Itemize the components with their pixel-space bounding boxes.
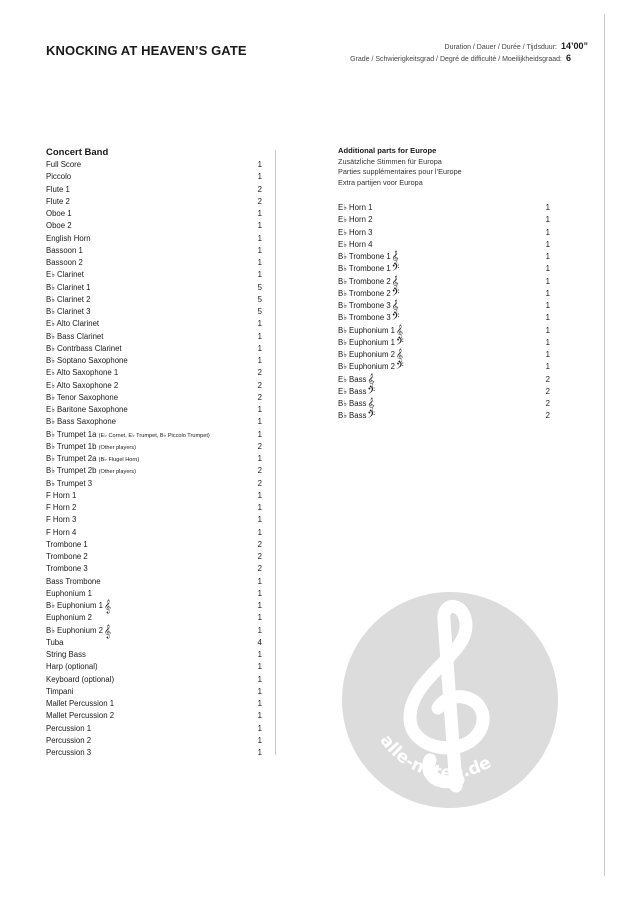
part-row xyxy=(338,361,554,373)
column-divider xyxy=(275,150,276,755)
part-row xyxy=(338,410,554,422)
part-name: B♭ Trombone 3 xyxy=(338,301,391,310)
part-quantity: 2 xyxy=(257,478,262,488)
part-quantity: 1 xyxy=(545,362,550,372)
grade-row xyxy=(350,52,588,64)
part-name: Euphonium 2 xyxy=(46,613,92,623)
part-quantity: 2 xyxy=(257,184,262,194)
part-row xyxy=(46,257,266,269)
part-name: Euphonium 1 xyxy=(46,588,92,598)
part-quantity: 1 xyxy=(257,490,262,500)
treble-clef-icon: 𝄞 xyxy=(104,623,112,638)
treble-clef-icon: 𝄞 xyxy=(391,250,399,264)
part-quantity: 1 xyxy=(545,239,550,249)
part-quantity: 1 xyxy=(257,160,262,169)
part-quantity: 2 xyxy=(545,374,550,384)
part-quantity: 5 xyxy=(257,307,262,316)
part-name: E♭ Bass xyxy=(338,374,367,384)
part-name: F Horn 3 xyxy=(46,515,77,525)
part-name: Bass Trombone xyxy=(46,576,101,586)
part-row xyxy=(46,600,266,612)
duration-value: 14’00” xyxy=(560,41,588,51)
part-row xyxy=(46,404,266,416)
part-quantity: 1 xyxy=(545,350,550,359)
part-row xyxy=(46,686,266,698)
part-name: B♭ Trombone 2 xyxy=(338,288,391,298)
part-name: B♭ Bass xyxy=(338,411,367,421)
part-quantity: 1 xyxy=(257,625,262,635)
part-name: E♭ Clarinet xyxy=(46,270,84,280)
part-row xyxy=(46,674,266,686)
part-quantity: 2 xyxy=(257,441,262,451)
concert-band-title: Concert Band xyxy=(46,147,109,158)
part-quantity: 5 xyxy=(257,282,262,292)
part-name: E♭ Bass xyxy=(338,386,367,396)
part-quantity: 5 xyxy=(257,294,262,304)
part-name: Percussion 1 xyxy=(46,723,92,733)
part-quantity: 1 xyxy=(257,686,262,696)
part-name: B♭ Trumpet 1a xyxy=(46,429,97,439)
part-row xyxy=(338,276,554,288)
part-name: Mallet Percussion 1 xyxy=(46,699,115,708)
part-quantity: 1 xyxy=(545,215,550,225)
part-name: B♭ Bass Saxophone xyxy=(46,417,116,427)
part-row xyxy=(46,245,266,257)
part-name: Flute 1 xyxy=(46,184,70,194)
part-name: B♭ Bass xyxy=(338,399,367,408)
part-row xyxy=(46,318,266,330)
page-edge-rule xyxy=(604,14,605,876)
part-name: Full Score xyxy=(46,160,82,169)
part-row xyxy=(46,355,266,367)
part-row xyxy=(46,576,266,588)
part-name: B♭ Clarinet 3 xyxy=(46,307,91,316)
part-quantity: 1 xyxy=(257,735,262,745)
part-row xyxy=(338,263,554,275)
part-name: Percussion 2 xyxy=(46,735,92,745)
part-row xyxy=(46,747,266,759)
part-row xyxy=(46,735,266,747)
part-row xyxy=(46,723,266,735)
part-row xyxy=(46,282,266,294)
part-row xyxy=(338,312,554,324)
part-row xyxy=(46,294,266,306)
grade-label: Grade / Schwierigkeitsgrad / Degré de difficulté / Moeilijkheidsgraad: xyxy=(350,56,562,63)
part-row xyxy=(46,453,266,465)
part-quantity: 1 xyxy=(257,650,262,659)
part-quantity: 2 xyxy=(545,411,550,421)
part-quantity: 2 xyxy=(545,386,550,396)
part-row xyxy=(46,490,266,502)
part-name: Piccolo xyxy=(46,172,72,182)
part-name: E♭ Horn 3 xyxy=(338,227,373,237)
part-row xyxy=(46,478,266,490)
part-name: Flute 2 xyxy=(46,196,70,206)
grade-value: 6 xyxy=(566,53,572,63)
part-quantity: 2 xyxy=(257,368,262,378)
part-row xyxy=(46,184,266,196)
part-name: B♭ Trombone 1 xyxy=(338,252,391,261)
part-name: E♭ Horn 2 xyxy=(338,215,373,225)
part-name: Mallet Percussion 2 xyxy=(46,711,115,721)
part-name: B♭ Clarinet 1 xyxy=(46,282,91,292)
treble-clef-icon: 𝄞 xyxy=(104,599,112,613)
part-row xyxy=(46,196,266,208)
treble-clef-icon: 𝄞 xyxy=(367,397,375,411)
part-quantity: 1 xyxy=(545,288,550,298)
duration-label: Duration / Dauer / Durée / Tijdsduur: xyxy=(444,44,557,51)
part-row xyxy=(46,380,266,392)
part-name: Bassoon 1 xyxy=(46,245,83,255)
part-row xyxy=(46,514,266,526)
part-row xyxy=(46,306,266,318)
part-row xyxy=(46,563,266,575)
part-quantity: 1 xyxy=(257,270,262,280)
watermark-text: alle-noten.de xyxy=(375,731,495,784)
part-note: (Other players) xyxy=(98,444,136,451)
piece-title: KNOCKING AT HEAVEN’S GATE xyxy=(46,43,247,58)
part-name: B♭ Trombone 3 xyxy=(338,313,391,323)
part-quantity: 1 xyxy=(545,301,550,310)
part-row xyxy=(338,300,554,312)
bass-clef-icon: 𝄢 xyxy=(391,262,400,277)
part-quantity: 1 xyxy=(257,454,262,463)
part-row xyxy=(46,331,266,343)
part-name: B♭ Trumpet 2b xyxy=(46,466,97,476)
part-row xyxy=(338,239,554,251)
additional-parts-heading xyxy=(338,146,462,188)
part-quantity: 1 xyxy=(257,674,262,684)
part-quantity: 1 xyxy=(257,245,262,255)
part-quantity: 1 xyxy=(545,252,550,261)
part-name: String Bass xyxy=(46,650,86,659)
part-note: (B♭ Flugel Horn) xyxy=(98,457,140,463)
part-name: F Horn 4 xyxy=(46,527,77,537)
part-quantity: 1 xyxy=(257,613,262,623)
part-quantity: 1 xyxy=(257,258,262,267)
part-name: E♭ Horn 1 xyxy=(338,203,373,212)
part-quantity: 2 xyxy=(257,466,262,476)
part-quantity: 1 xyxy=(545,276,550,286)
part-row xyxy=(46,159,266,171)
part-name: B♭ Euphonium 1 xyxy=(338,337,395,347)
part-row xyxy=(338,227,554,239)
treble-clef-icon: 𝄞 xyxy=(391,274,399,289)
part-row xyxy=(46,637,266,649)
part-quantity: 4 xyxy=(257,637,262,647)
part-row xyxy=(338,374,554,386)
part-quantity: 2 xyxy=(257,196,262,206)
part-quantity: 1 xyxy=(545,203,550,212)
part-quantity: 1 xyxy=(257,588,262,598)
part-quantity: 1 xyxy=(257,699,262,708)
part-row xyxy=(46,416,266,428)
part-name: F Horn 2 xyxy=(46,503,77,512)
part-row xyxy=(338,288,554,300)
additional-subtitle-de: Zusätzliche Stimmen für Europa xyxy=(338,156,442,166)
part-name: B♭ Trumpet 3 xyxy=(46,478,93,488)
part-name: B♭ Bass Clarinet xyxy=(46,331,104,341)
part-quantity: 2 xyxy=(257,380,262,390)
part-quantity: 1 xyxy=(257,576,262,586)
part-quantity: 1 xyxy=(257,221,262,231)
part-name: B♭ Trumpet 1b xyxy=(46,441,97,451)
treble-clef-icon: 𝄞 xyxy=(391,299,399,313)
part-row xyxy=(46,233,266,245)
part-row xyxy=(46,698,266,710)
part-quantity: 1 xyxy=(545,337,550,347)
concert-band-parts-list xyxy=(46,159,266,759)
part-name: Tuba xyxy=(46,637,64,647)
part-name: E♭ Alto Saxophone 1 xyxy=(46,368,119,378)
part-name: B♭ Tenor Saxophone xyxy=(46,392,119,402)
part-row xyxy=(46,588,266,600)
part-name: B♭ Euphonium 2 xyxy=(46,625,103,635)
part-row xyxy=(46,208,266,220)
part-quantity: 2 xyxy=(257,552,262,561)
additional-subtitle-fr: Parties supplémentaires pour l’Europe xyxy=(338,167,462,176)
part-name: B♭ Euphonium 1 xyxy=(338,325,395,335)
part-row xyxy=(338,325,554,337)
part-row xyxy=(46,649,266,661)
part-name: F Horn 1 xyxy=(46,490,77,500)
part-name: Timpani xyxy=(46,686,74,696)
part-quantity: 1 xyxy=(257,356,262,365)
part-quantity: 2 xyxy=(257,539,262,549)
part-row xyxy=(46,367,266,379)
part-quantity: 1 xyxy=(257,319,262,329)
part-row xyxy=(338,251,554,263)
part-name: E♭ Alto Clarinet xyxy=(46,319,100,329)
part-quantity: 2 xyxy=(257,564,262,574)
part-row xyxy=(338,337,554,349)
part-quantity: 1 xyxy=(257,711,262,721)
part-row xyxy=(338,349,554,361)
bass-clef-icon: 𝄢 xyxy=(391,286,400,301)
part-name: English Horn xyxy=(46,233,91,243)
additional-parts-title: Additional parts for Europe xyxy=(338,146,437,155)
part-quantity: 1 xyxy=(545,325,550,335)
part-quantity: 1 xyxy=(257,748,262,757)
part-name: B♭ Soptano Saxophone xyxy=(46,356,128,365)
treble-clef-icon: 𝄞 xyxy=(396,348,404,362)
part-row xyxy=(46,539,266,551)
part-row xyxy=(338,214,554,226)
part-name: Trombone 2 xyxy=(46,552,88,561)
part-quantity: 1 xyxy=(257,503,262,512)
part-name: B♭ Trombone 1 xyxy=(338,264,391,274)
bass-clef-icon: 𝄢 xyxy=(367,409,376,424)
part-row xyxy=(46,661,266,673)
part-quantity: 1 xyxy=(257,233,262,243)
part-quantity: 1 xyxy=(257,429,262,439)
part-name: Keyboard (optional) xyxy=(46,674,115,684)
part-name: Oboe 1 xyxy=(46,209,72,218)
part-row xyxy=(46,429,266,441)
part-quantity: 1 xyxy=(545,227,550,237)
part-quantity: 1 xyxy=(257,172,262,182)
additional-subtitle-nl: Extra partijen voor Europa xyxy=(338,177,423,187)
bass-clef-icon: 𝄢 xyxy=(367,384,376,399)
part-name: B♭ Euphonium 2 xyxy=(338,362,395,372)
part-name: Bassoon 2 xyxy=(46,258,83,267)
part-quantity: 1 xyxy=(545,264,550,274)
part-quantity: 2 xyxy=(257,392,262,402)
bass-clef-icon: 𝄢 xyxy=(396,360,404,375)
additional-parts-list xyxy=(338,202,554,423)
part-name: Percussion 3 xyxy=(46,748,92,757)
part-name: B♭ Clarinet 2 xyxy=(46,294,91,304)
part-quantity: 1 xyxy=(257,527,262,537)
part-row xyxy=(46,392,266,404)
part-name: E♭ Baritone Saxophone xyxy=(46,405,128,414)
part-quantity: 1 xyxy=(257,417,262,427)
part-row xyxy=(338,202,554,214)
part-name: B♭ Trombone 2 xyxy=(338,276,391,286)
part-row xyxy=(46,527,266,539)
part-note: (Other players) xyxy=(98,469,136,476)
part-name: Trombone 1 xyxy=(46,539,88,549)
part-name: Trombone 3 xyxy=(46,564,88,574)
watermark-logo xyxy=(340,590,560,810)
part-row xyxy=(46,269,266,281)
part-quantity: 1 xyxy=(257,515,262,525)
part-name: Oboe 2 xyxy=(46,221,72,231)
part-name: B♭ Euphonium 1 xyxy=(46,601,103,610)
part-quantity: 1 xyxy=(545,313,550,323)
part-row xyxy=(46,171,266,183)
part-quantity: 1 xyxy=(257,405,262,414)
part-name: B♭ Contrbass Clarinet xyxy=(46,343,122,353)
part-quantity: 1 xyxy=(257,662,262,672)
part-quantity: 1 xyxy=(257,209,262,218)
part-row xyxy=(46,625,266,637)
part-row xyxy=(46,612,266,624)
part-name: E♭ Horn 4 xyxy=(338,239,373,249)
part-name: B♭ Euphonium 2 xyxy=(338,350,395,359)
bass-clef-icon: 𝄢 xyxy=(391,311,400,326)
part-quantity: 1 xyxy=(257,343,262,353)
part-row xyxy=(46,551,266,563)
bass-clef-icon: 𝄢 xyxy=(396,335,404,350)
part-quantity: 2 xyxy=(545,399,550,408)
duration-row xyxy=(350,40,588,52)
part-quantity: 1 xyxy=(257,601,262,610)
treble-clef-icon: 𝄞 xyxy=(396,323,404,338)
part-note: (E♭ Cornet, E♭ Trumpet, B♭ Piccolo Trumpet) xyxy=(98,432,210,439)
treble-clef-icon: 𝄞 xyxy=(367,372,375,387)
part-row xyxy=(46,710,266,722)
part-name: Harp (optional) xyxy=(46,662,98,672)
part-row xyxy=(46,343,266,355)
part-row xyxy=(46,441,266,453)
part-quantity: 1 xyxy=(257,331,262,341)
part-name: B♭ Trumpet 2a xyxy=(46,454,97,463)
part-name: E♭ Alto Saxophone 2 xyxy=(46,380,119,390)
part-quantity: 1 xyxy=(257,723,262,733)
part-row xyxy=(46,465,266,477)
part-row xyxy=(46,220,266,232)
part-row xyxy=(46,502,266,514)
piece-meta xyxy=(350,40,588,64)
